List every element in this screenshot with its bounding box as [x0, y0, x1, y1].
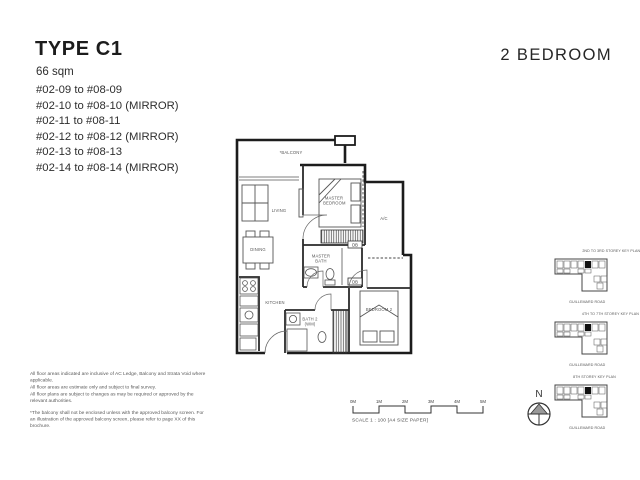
balcony-sliding-door [239, 177, 299, 180]
keyplan-caption: 8TH STOREY KEY PLAN [573, 375, 616, 380]
room-label-dining: DINING [250, 247, 266, 253]
db-label: DB [352, 279, 358, 285]
unit-range: #02-13 to #08-13 [36, 146, 123, 159]
room-label-master-bedroom: MASTER BEDROOM [323, 195, 346, 206]
scale-tick: 4M [453, 399, 461, 404]
bedroom-type-label: 2 BEDROOM [500, 46, 612, 64]
room-label-master-bath: MASTER BATH [311, 253, 331, 264]
keyplan-road-label: GUILLEMARD ROAD [569, 426, 606, 431]
scale-bar [349, 397, 487, 431]
unit-range: #02-09 to #08-09 [36, 84, 123, 96]
north-label: N [535, 389, 543, 400]
highlighted-unit [585, 324, 591, 331]
keyplan-caption: 2ND TO 3RD STOREY KEY PLAN [582, 249, 640, 254]
balcony-note: *The balcony shall not be enclosed unless with the approved balcony screen. For an illustration of the approved balcony screen, please refer to page XX of this brochure. [30, 409, 204, 429]
unit-range: #02-10 to #08-10 (MIRROR) [36, 99, 179, 112]
scale-tick: 0M [349, 399, 357, 404]
compass-icon [526, 401, 552, 427]
room-label-bath2: BATH 2 (WM) [302, 316, 318, 327]
keyplan-1 [547, 243, 640, 305]
db-label: DB [352, 242, 358, 248]
room-label-ac-ledge: A/C [380, 216, 388, 222]
scale-tick: 1M [375, 399, 383, 404]
keyplan-caption: 4TH TO 7TH STOREY KEY PLAN [581, 312, 639, 317]
service-riser [333, 310, 347, 353]
keyplan-2 [547, 306, 639, 368]
keyplan-road-label: GUILLEMARD ROAD [569, 300, 606, 305]
db-boxes [348, 241, 362, 285]
room-label-balcony: *BALCONY [279, 150, 303, 156]
scale-tick: 2M [401, 399, 409, 404]
unit-range: #02-12 to #08-12 (MIRROR) [36, 130, 179, 143]
scale-bar-graphic [352, 404, 486, 416]
unit-range: #02-11 to #08-11 [36, 115, 121, 128]
disclaimer-notes [30, 370, 206, 429]
note-line: All floor areas indicated are inclusive of AC Ledge, Balcony and Strata Void where applicable. [30, 370, 206, 383]
note-line: All floor plans are subject to changes as may be required or approved by the relevant authorities. [30, 390, 194, 404]
room-label-kitchen: KITCHEN [265, 300, 285, 306]
window-lines [363, 171, 403, 258]
highlighted-unit [585, 387, 591, 394]
north-compass [523, 389, 555, 432]
room-label-living: LIVING [271, 208, 287, 214]
scale-caption: SCALE 1 : 100 [A4 SIZE PAPER] [352, 417, 429, 423]
kitchen-counter [240, 278, 258, 350]
keyplan-map [552, 252, 610, 294]
scale-tick: 3M [427, 399, 435, 404]
unit-number-list [36, 83, 179, 177]
page-title: TYPE C1 [35, 38, 123, 60]
unit-range: #02-14 to #08-14 (MIRROR) [36, 161, 179, 174]
keyplan-map [552, 315, 610, 357]
unit-area: 66 sqm [36, 66, 74, 78]
room-label-bedroom2: BEDROOM 2 [365, 307, 393, 313]
floor-plan [227, 127, 427, 372]
note-line: All floor areas are estimate only and subject to final survey. [30, 384, 157, 390]
bedroom2-bed [360, 291, 398, 345]
sofa [242, 185, 268, 221]
keyplan-road-label: GUILLEMARD ROAD [569, 363, 606, 368]
balcony-pillar [335, 136, 355, 145]
keyplan-map [552, 378, 610, 420]
keyplan-3 [547, 369, 616, 431]
highlighted-unit [585, 261, 591, 268]
scale-tick: 5M [479, 399, 487, 404]
